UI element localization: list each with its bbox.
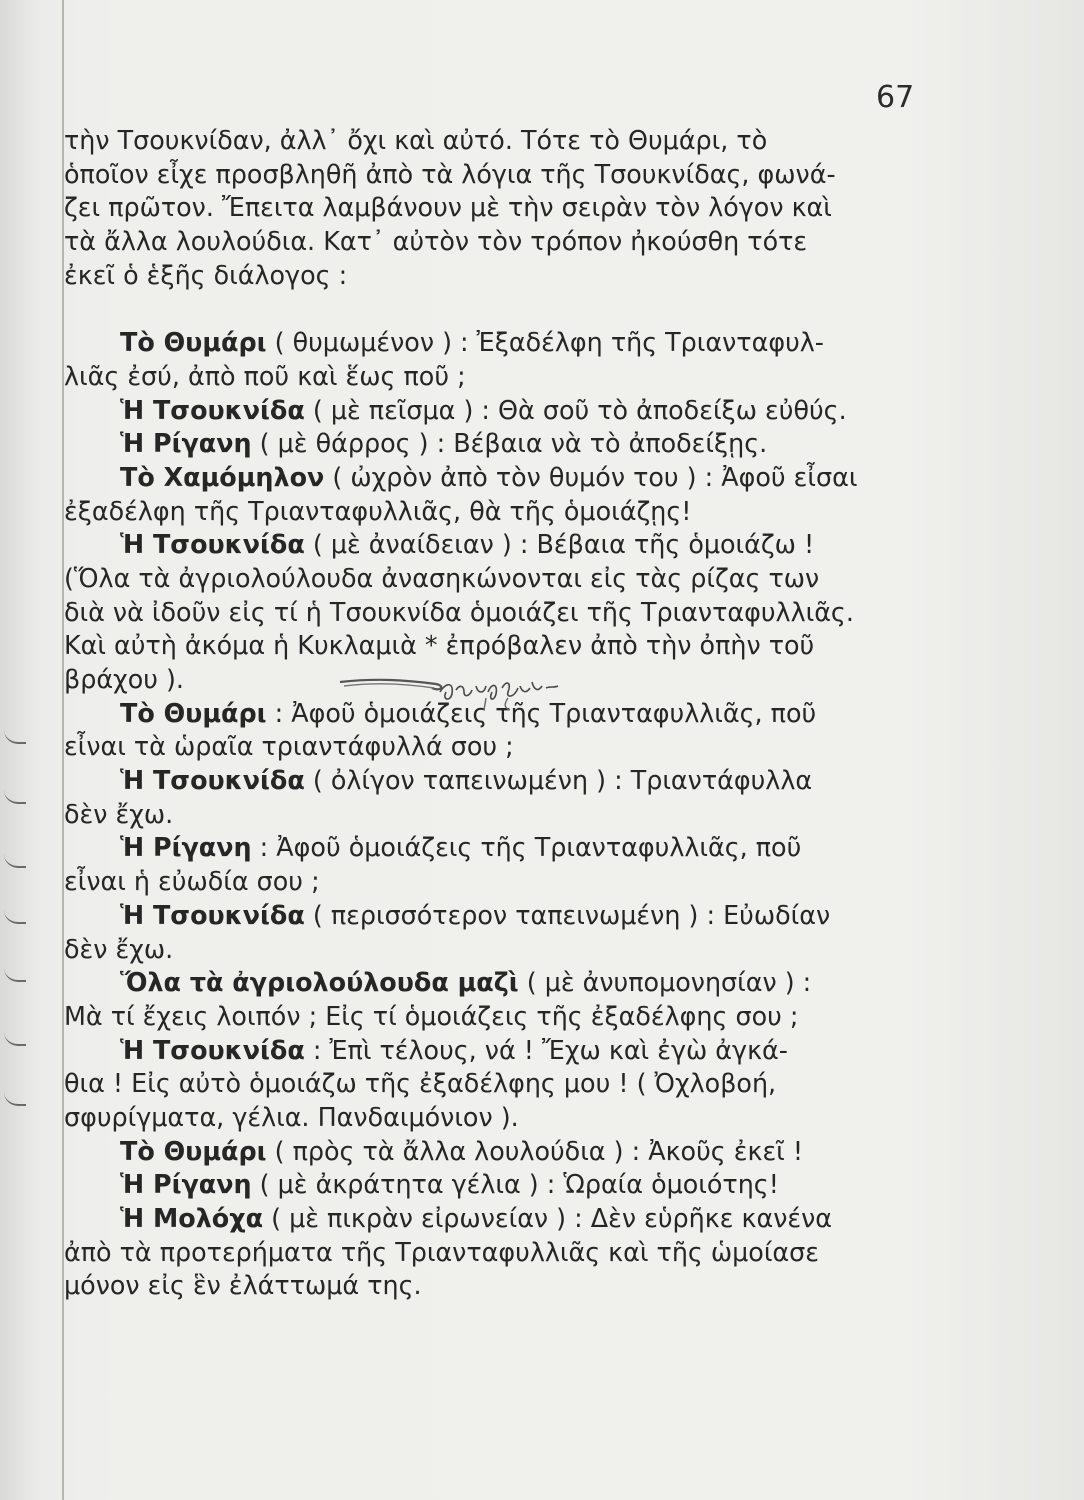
line-text: ( πρὸς τὰ ἄλλα λουλούδια ) : Ἀκοῦς ἐκεῖ ! <box>266 1135 804 1166</box>
text-line <box>64 1135 924 1169</box>
speaker-name: Ἡ Ρίγανη <box>120 1169 252 1200</box>
margin-mark <box>4 1090 26 1106</box>
speaker-name: Ἡ Τσουκνίδα <box>120 765 305 796</box>
line-text: βράχου ). <box>64 664 184 694</box>
text-line <box>64 1202 924 1236</box>
text-line <box>64 124 924 158</box>
line-text: εἶναι ἡ εὐωδία σου ; <box>64 866 320 897</box>
text-line <box>64 1101 924 1135</box>
text-line <box>64 831 924 865</box>
speaker-name: Ἡ Τσουκνίδα <box>120 529 305 560</box>
line-text: ( μὲ πεῖσμα ) : Θὰ σοῦ τὸ ἀποδείξω εὐθύς. <box>304 394 847 425</box>
line-text: ( περισσότερον ταπεινωμένη ) : Εὐωδίαν <box>304 899 831 930</box>
handwritten-annotation <box>336 668 586 728</box>
margin-mark <box>4 908 26 924</box>
speaker-name: Τὸ Θυμάρι <box>120 327 267 358</box>
line-text: : Ἀφοῦ ὁμοιάζεις τῆς Τριανταφυλλιᾶς, ποῦ <box>266 697 817 728</box>
line-text: ( μὲ πικρὰν εἰρωνείαν ) : Δὲν εὑρῆκε κανένα <box>263 1203 833 1233</box>
text-line <box>64 528 924 562</box>
text-line <box>64 1000 924 1034</box>
text-line <box>64 1034 924 1068</box>
margin-mark <box>4 728 26 744</box>
text-line <box>64 562 924 596</box>
line-text: ( μὲ ἀνυπομονησίαν ) : <box>518 967 812 998</box>
line-text: Καὶ αὐτὴ ἀκόμα ἡ Κυκλαμιὰ * ἐπρόβαλεν ἀπὸ τὴν ὀπὴν τοῦ <box>64 630 815 661</box>
line-text: ὁποῖον εἶχε προσβληθῆ ἀπὸ τὰ λόγια τῆς Τσουκνίδας, φωνά- <box>64 158 836 189</box>
text-line <box>64 394 924 428</box>
text-line <box>64 933 924 967</box>
text-line <box>64 1067 924 1101</box>
line-text: μόνον εἰς ἓν ἐλάττωμά της. <box>64 1270 422 1301</box>
speaker-name: Ἡ Τσουκνίδα <box>120 394 305 425</box>
text-line <box>64 1269 924 1303</box>
text-line <box>64 865 924 899</box>
line-text: λιᾶς ἐσύ, ἀπὸ ποῦ καὶ ἕως ποῦ ; <box>64 360 466 391</box>
margin-mark <box>4 852 26 868</box>
speaker-name: Ἡ Τσουκνίδα <box>120 899 305 930</box>
page-number: 67 <box>876 80 915 115</box>
text-line <box>64 730 924 764</box>
text-line <box>64 798 924 832</box>
speaker-name: Τὸ Θυμάρι <box>120 697 267 728</box>
text-line <box>64 764 924 798</box>
line-text: ( μὲ ἀναίδειαν ) : Βέβαια τῆς ὁμοιάζω ! <box>304 529 815 560</box>
line-text: ( θυμωμένον ) : Ἐξαδέλφη τῆς Τριανταφυλ- <box>266 327 824 358</box>
line-text: ἀπὸ τὰ προτερήματα τῆς Τριανταφυλλιᾶς καὶ τῆς ὡμοίασε <box>64 1236 819 1267</box>
line-text: εἶναι τὰ ὡραῖα τριαντάφυλλά σου ; <box>64 731 514 762</box>
text-line <box>64 899 924 933</box>
line-text: ζει πρῶτον. Ἔπειτα λαμβάνουν μὲ τὴν σειρὰν τὸν λόγον καὶ <box>64 192 832 223</box>
speaker-name: Ἡ Ρίγανη <box>120 428 252 459</box>
text-line <box>64 596 924 630</box>
line-text: διὰ νὰ ἰδοῦν εἰς τί ἡ Τσουκνίδα ὁμοιάζει τῆς Τριανταφυλλιᾶς. <box>64 596 854 627</box>
line-text: ( ὠχρὸν ἀπὸ τὸν θυμόν του ) : Ἀφοῦ εἶσαι <box>324 461 858 492</box>
margin-mark <box>4 1030 26 1046</box>
line-text: θια ! Εἰς αὐτὸ ὁμοιάζω τῆς ἐξαδέλφης μου ! ( Ὀχλοβοή, <box>64 1068 777 1099</box>
line-text: Μὰ τί ἔχεις λοιπόν ; Εἰς τί ὁμοιάζεις τῆς ἐξαδέλφης σου ; <box>64 1000 799 1031</box>
paragraph-gap <box>64 292 924 326</box>
line-text: : Ἀφοῦ ὁμοιάζεις τῆς Τριανταφυλλιᾶς, ποῦ <box>251 832 802 863</box>
text-line <box>64 966 924 1000</box>
text-line <box>64 360 924 394</box>
line-text: ( μὲ ἀκράτητα γέλια ) : Ὡραία ὁμοιότης! <box>251 1169 779 1200</box>
margin-mark <box>4 788 26 804</box>
text-line <box>64 1236 924 1270</box>
text-line <box>64 1168 924 1202</box>
text-line <box>64 191 924 225</box>
speaker-name: Ἡ Τσουκνίδα <box>120 1034 305 1065</box>
speaker-name: Τὸ Θυμάρι <box>120 1135 267 1166</box>
text-line <box>64 225 924 259</box>
text-line <box>64 495 924 529</box>
line-text: δὲν ἔχω. <box>64 933 174 964</box>
text-line <box>64 427 924 461</box>
line-text: τὰ ἄλλα λουλούδια. Κατ᾽ αὐτὸν τὸν τρόπον ἠκούσθη τότε <box>64 226 808 257</box>
text-line <box>64 158 924 192</box>
speaker-name: Ὅλα τὰ ἀγριολούλουδα μαζὶ <box>120 967 519 998</box>
line-text: ( ὀλίγον ταπεινωμένη ) : Τριαντάφυλλα <box>304 765 813 796</box>
line-text: ἐξαδέλφη τῆς Τριανταφυλλιᾶς, θὰ τῆς ὁμοιάζῃς! <box>64 495 692 526</box>
speaker-name: Ἡ Μολόχα <box>120 1203 264 1233</box>
line-text: ἐκεῖ ὁ ἑξῆς διάλογος : <box>64 259 348 290</box>
speaker-name: Τὸ Χαμόμηλον <box>120 461 325 492</box>
line-text: δὲν ἔχω. <box>64 798 174 829</box>
line-text: τὴν Τσουκνίδαν, ἀλλ᾽ ὄχι καὶ αὐτό. Τότε τὸ Θυμάρι, τὸ <box>64 125 768 155</box>
text-line <box>64 461 924 495</box>
text-line <box>64 326 924 360</box>
line-text: : Ἐπὶ τέλους, νά ! Ἔχω καὶ ἐγὼ ἀγκά- <box>304 1034 788 1065</box>
margin-mark <box>4 966 26 982</box>
text-line <box>64 629 924 663</box>
line-text: σφυρίγματα, γέλια. Πανδαιμόνιον ). <box>64 1101 519 1132</box>
speaker-name: Ἡ Ρίγανη <box>120 832 252 863</box>
line-text: (Ὅλα τὰ ἀγριολούλουδα ἀνασηκώνονται εἰς τὰς ρίζας των <box>64 562 820 593</box>
text-line <box>64 259 924 293</box>
line-text: ( μὲ θάρρος ) : Βέβαια νὰ τὸ ἀποδείξῃς. <box>251 428 768 459</box>
